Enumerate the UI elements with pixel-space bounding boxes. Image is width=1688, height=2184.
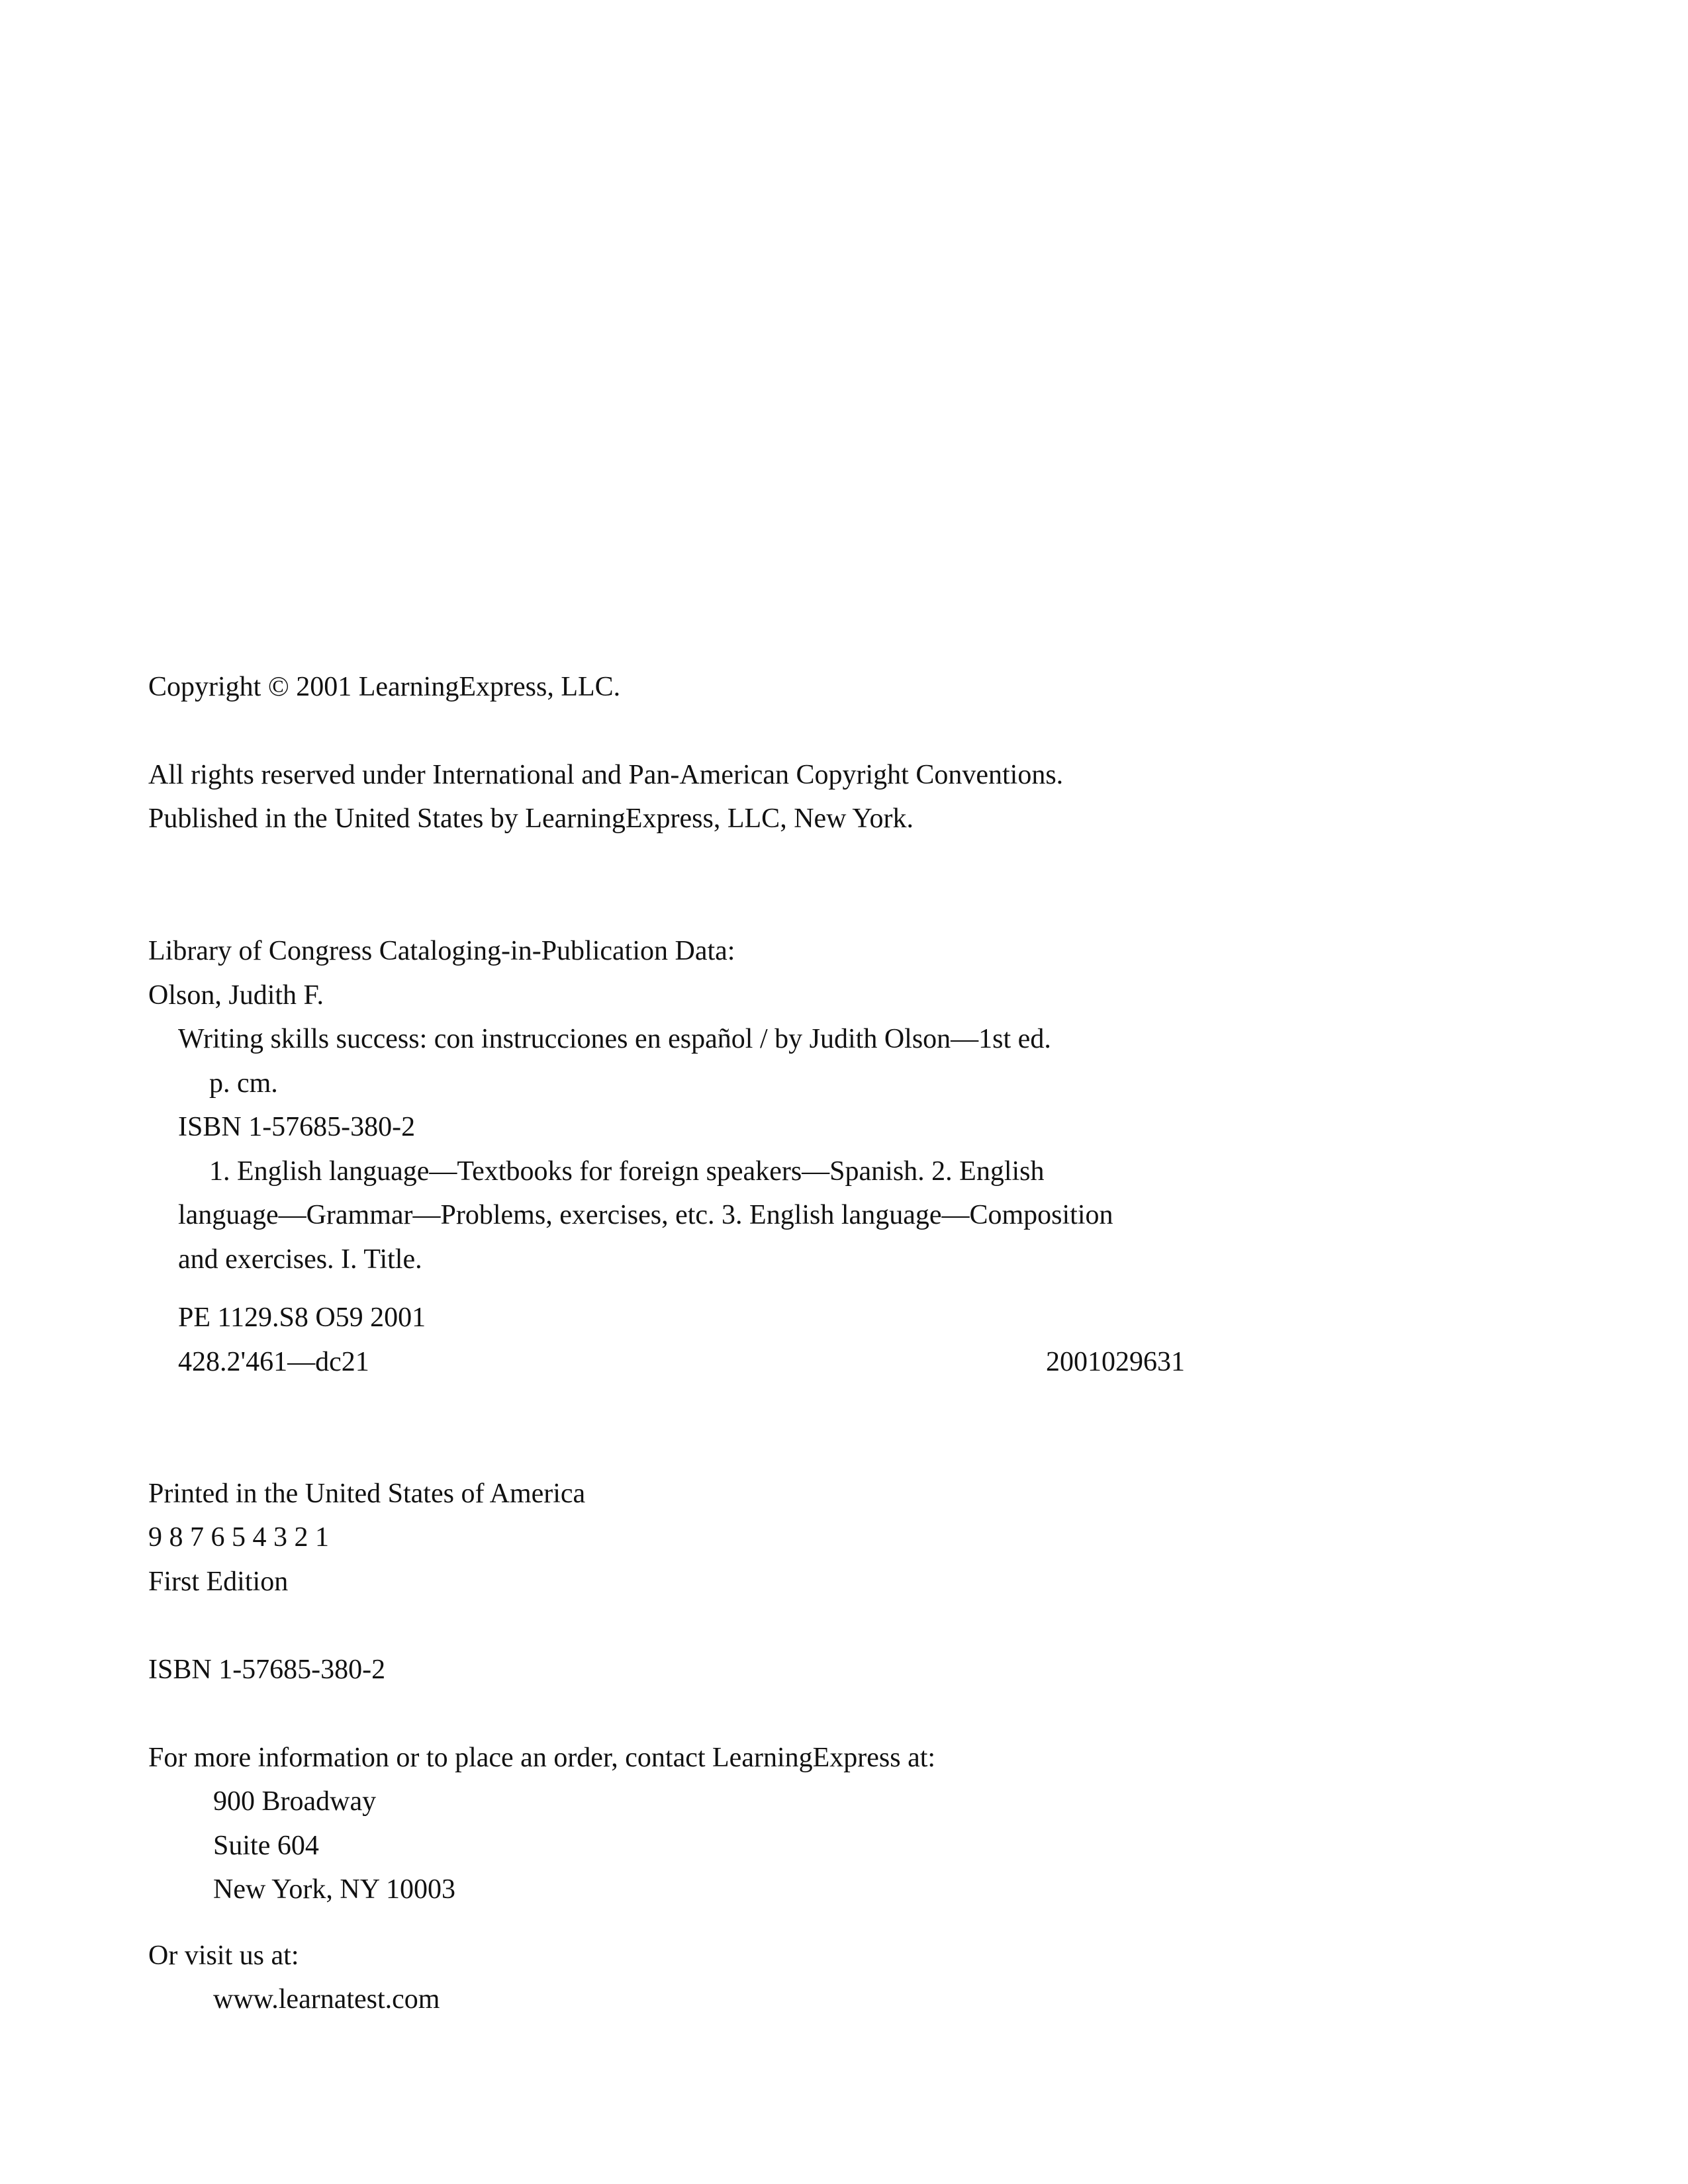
rights-line-2: Published in the United States by LearningExpress, LLC, New York. [148, 803, 914, 834]
print-line: 9 8 7 6 5 4 3 2 1 [148, 1522, 329, 1553]
rights-line-1: All rights reserved under International and Pan-American Copyright Conventions. [148, 760, 1064, 790]
edition-line: First Edition [148, 1567, 289, 1597]
cip-dewey: 428.2'461—dc21 [178, 1347, 369, 1377]
visit-intro: Or visit us at: [148, 1940, 299, 1971]
cip-heading: Library of Congress Cataloging-in-Publication Data: [148, 936, 735, 966]
cip-author: Olson, Judith F. [148, 980, 324, 1011]
cip-subjects-line-2: language—Grammar—Problems, exercises, etc. 3. English language—Composition [178, 1200, 1113, 1230]
printed-in-line: Printed in the United States of America [148, 1479, 586, 1509]
cip-physical-description: p. cm. [209, 1068, 278, 1099]
cip-lccn: 2001029631 [1046, 1347, 1185, 1377]
contact-intro: For more information or to place an order, contact LearningExpress at: [148, 1743, 936, 1773]
website-url: www.learnatest.com [213, 1984, 440, 2015]
address-line-1: 900 Broadway [213, 1786, 377, 1817]
cip-lc-classification: PE 1129.S8 O59 2001 [178, 1302, 426, 1333]
isbn-line: ISBN 1-57685-380-2 [148, 1655, 386, 1685]
address-line-3: New York, NY 10003 [213, 1874, 455, 1905]
cip-title-line: Writing skills success: con instrucciones en español / by Judith Olson—1st ed. [178, 1024, 1051, 1054]
address-line-2: Suite 604 [213, 1831, 319, 1861]
cip-subjects-line-3: and exercises. I. Title. [178, 1244, 422, 1275]
cip-subjects-line-1: 1. English language—Textbooks for foreign speakers—Spanish. 2. English [209, 1156, 1045, 1187]
copyright-line: Copyright © 2001 LearningExpress, LLC. [148, 672, 621, 702]
cip-isbn: ISBN 1-57685-380-2 [178, 1112, 416, 1142]
